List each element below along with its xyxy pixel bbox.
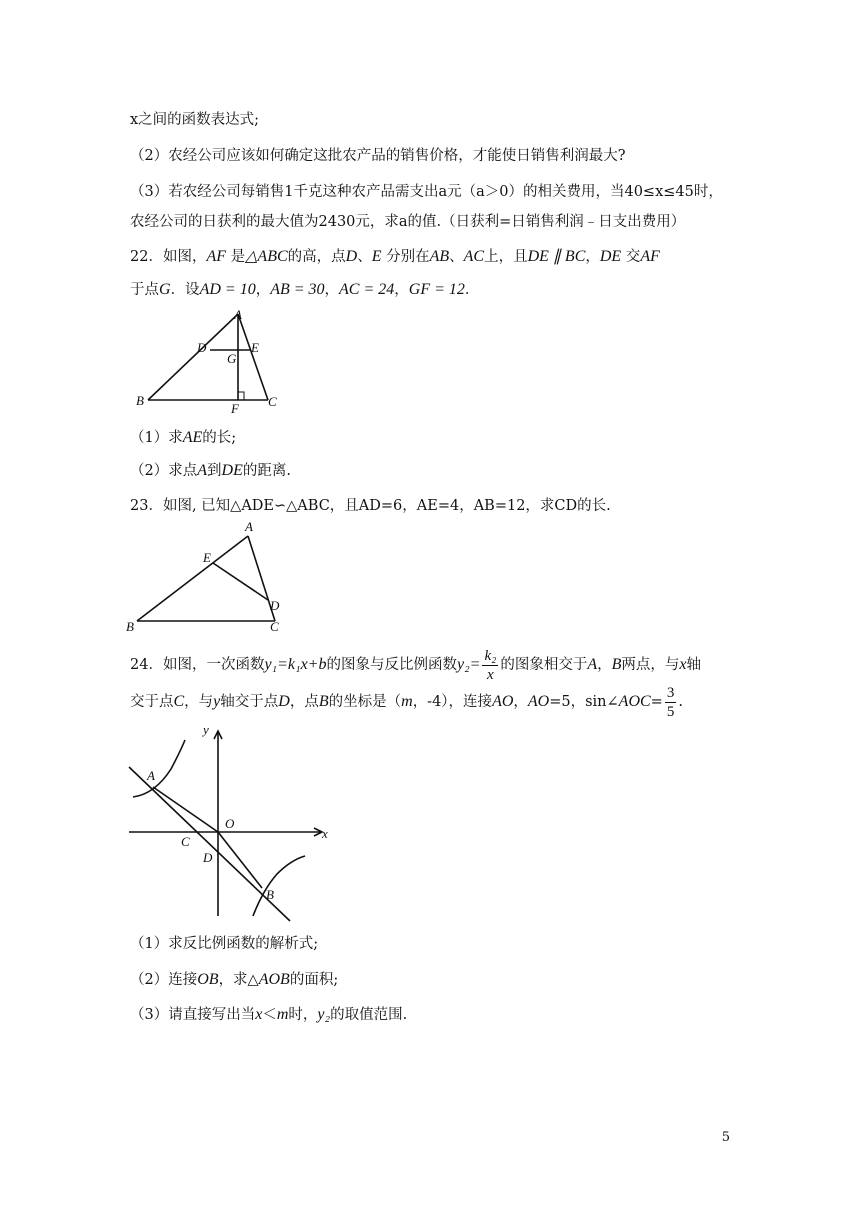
text: 、 (357, 249, 372, 265)
denominator: 5 (666, 703, 675, 720)
label-b: B (136, 393, 144, 408)
q21-continuation: x之间的函数表达式; (130, 112, 260, 128)
q24-stem-line2 (130, 680, 683, 724)
label-f: F (231, 401, 239, 416)
text: 的长; (202, 430, 237, 446)
math: B (611, 656, 622, 673)
math: x (255, 1006, 263, 1023)
fraction-k2-over-x (482, 647, 498, 684)
q21-part2: （2）农经公司应该如何确定这批农产品的销售价格，才能使日销售利润最大? (130, 148, 626, 164)
text: 、 (449, 249, 464, 265)
q24-function-graph (125, 722, 335, 922)
label-o: O (225, 816, 235, 831)
text: ．设 (170, 282, 200, 298)
label-c: C (181, 834, 190, 849)
label-b: B (126, 619, 134, 632)
text: 是 (226, 249, 246, 265)
q22-sub1 (130, 428, 236, 448)
math: AD = 10 (199, 281, 256, 298)
text: ，点 (289, 694, 319, 710)
math: AF (206, 248, 226, 265)
text: ，与 (184, 694, 214, 710)
math: DE ∥ BC (527, 248, 586, 265)
text: ， (255, 282, 271, 298)
label-d: D (203, 850, 213, 865)
q24-sub3 (130, 1005, 407, 1025)
label-x: x (322, 826, 328, 841)
text: 上，且 (484, 249, 528, 265)
label-e: E (203, 550, 211, 565)
text: ， (585, 249, 600, 265)
math: AE (182, 429, 203, 446)
text: ＜ (262, 1007, 277, 1023)
q23-stem: 23．如图, 已知△ADE∽△ABC，且AD=6，AE=4，AB=12，求CD的长. (130, 498, 611, 514)
math: A (587, 656, 598, 673)
text: 的面积; (289, 972, 339, 988)
q22-number: 22．如图， (130, 249, 207, 265)
text: 轴交于点 (220, 694, 279, 710)
fraction-3-over-5 (665, 684, 677, 721)
math: E (371, 248, 382, 265)
hyperbola-branch-upper-left (133, 740, 185, 797)
label-g: G (227, 351, 237, 366)
math: AF (640, 248, 660, 265)
label-y: y (203, 722, 209, 737)
text: ， (597, 657, 612, 673)
math: AB (429, 248, 450, 265)
denominator: x (487, 666, 494, 683)
text: 的图象相交于 (500, 657, 588, 673)
math: △ABC (245, 248, 288, 265)
text: 轴 (686, 657, 701, 673)
label-c: C (270, 619, 279, 632)
math: B (318, 693, 329, 710)
math: C (173, 693, 185, 710)
numerator: 3 (666, 684, 675, 701)
math: AC = 24 (339, 281, 395, 298)
segment-ab (148, 314, 238, 400)
text: （2）连接 (130, 972, 198, 988)
text: 的图象与反比例函数 (326, 657, 457, 673)
math: y (213, 693, 221, 710)
right-angle-mark (238, 392, 244, 400)
math: A (197, 462, 208, 479)
math: AC (463, 248, 485, 265)
math: GF = 12 (408, 281, 465, 298)
numerator: k₂ (484, 647, 497, 664)
segment-ao (153, 787, 218, 832)
label-b: B (266, 887, 274, 902)
math: x (679, 656, 687, 673)
q22-sub2 (130, 461, 291, 481)
text: . (678, 694, 683, 710)
math: m (401, 693, 413, 710)
math: m (276, 1006, 289, 1023)
text: 的坐标是（ (328, 694, 402, 710)
text: = (650, 694, 663, 710)
math: AO (527, 693, 550, 710)
math: DE (599, 248, 622, 265)
q22-stem-line2 (130, 280, 479, 300)
q24-sub1: （1）求反比例函数的解析式; (130, 936, 319, 952)
page-number: 5 (721, 1130, 730, 1145)
math: y₁=k₁x+b (264, 656, 327, 673)
math: DE (221, 462, 243, 479)
math: y₂ (317, 1006, 331, 1023)
label-a: A (234, 307, 242, 322)
text: ，求△ (218, 972, 259, 988)
math: D (345, 248, 358, 265)
text: 的距离. (242, 463, 291, 479)
segment-ob (218, 832, 262, 888)
text: ． (464, 282, 480, 298)
text: （2）求点 (130, 463, 198, 479)
text: ，-4），连接 (412, 694, 493, 710)
label-e: E (251, 340, 259, 355)
math: AOB (258, 971, 290, 988)
segment-ba (137, 536, 248, 621)
q24-sub2 (130, 970, 338, 990)
segment-ed (213, 563, 268, 600)
math: G (159, 281, 171, 298)
segment-ac (238, 314, 268, 400)
q21-part3-line1: （3）若农经公司每销售1千克这种农产品需支出a元（a＞0）的相关费用，当40≤x≤45时， (130, 184, 723, 200)
text: 两点，与 (621, 657, 680, 673)
math: AOC (618, 693, 651, 710)
text: 于点 (130, 282, 159, 298)
label-d: D (197, 340, 207, 355)
text: （3）请直接写出当 (130, 1007, 256, 1023)
text: 的取值范围. (330, 1007, 408, 1023)
q21-part3-line2: 农经公司的日获利的最大值为2430元，求a的值.（日获利=日销售利润﹣日支出费用） (130, 214, 686, 230)
text: （1）求 (130, 430, 183, 446)
text: 的高，点 (287, 249, 346, 265)
math: AB = 30 (270, 281, 325, 298)
q22-stem-line1 (130, 247, 660, 267)
text: 分别在 (381, 249, 430, 265)
text: ， (324, 282, 340, 298)
q23-triangle-figure (125, 520, 295, 632)
text: 交于点 (130, 694, 174, 710)
label-a: A (245, 520, 253, 534)
math: y₂= (456, 656, 481, 673)
math: AO (492, 693, 514, 710)
text: =5，sin∠ (549, 694, 619, 710)
text: ， (394, 282, 409, 298)
q22-triangle-figure (130, 306, 290, 416)
label-c: C (268, 394, 277, 409)
text: ， (513, 694, 528, 710)
math: OB (197, 971, 219, 988)
label-d: D (270, 598, 280, 613)
text: 到 (207, 463, 222, 479)
text: 交 (621, 249, 641, 265)
math: D (278, 693, 290, 710)
text: 时， (288, 1007, 318, 1023)
text: 24．如图，一次函数 (130, 657, 265, 673)
label-a: A (147, 768, 155, 783)
